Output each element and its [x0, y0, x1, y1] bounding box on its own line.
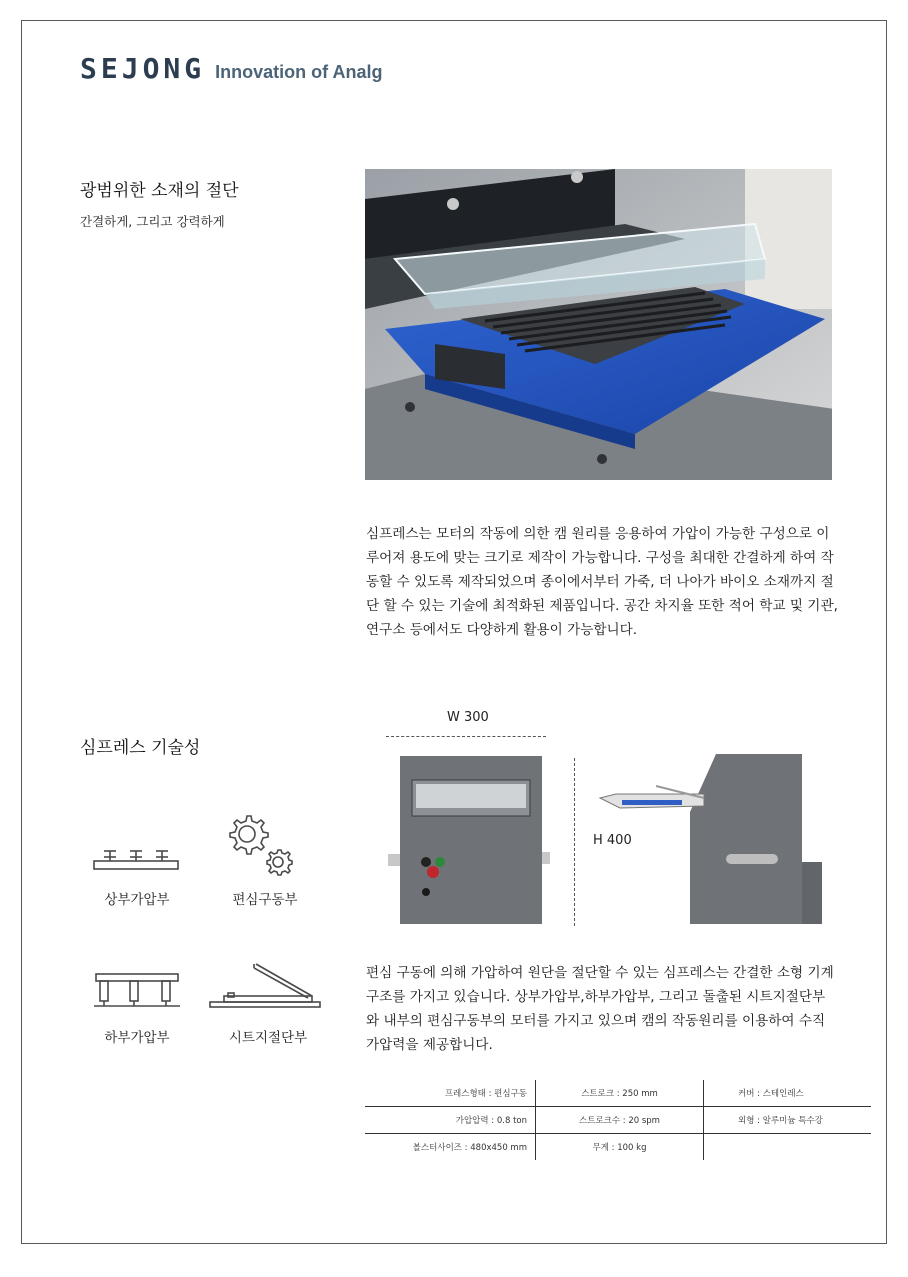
spec-cell	[703, 1134, 871, 1160]
upper-press-label: 상부가압부	[104, 892, 170, 908]
lower-press-icon	[92, 970, 182, 1012]
section1-title: 광범위한 소재의 절단	[80, 181, 239, 201]
spec-cell: 스트로크수 : 20 spm	[535, 1107, 703, 1133]
gears-icon	[222, 812, 300, 878]
product-photo-illustration	[365, 169, 832, 480]
spec-cell: 커버 : 스테인레스	[703, 1080, 871, 1106]
section1-paragraph-line: 단 할 수 있는 기술에 최적화된 제품입니다. 공간 차지율 또한 적어 학교 및 기관,	[366, 598, 838, 614]
brand-tagline: Innovation of Analg	[215, 62, 383, 82]
section2-paragraph-line: 편심 구동에 의해 가압하여 원단을 절단할 수 있는 심프레스는 간결한 소형 기계	[366, 965, 834, 981]
section1-paragraph-line: 심프레스는 모터의 작동에 의한 캠 원리를 응용하여 가압이 가능한 구성으로 이	[366, 526, 830, 542]
width-dimension-line	[386, 736, 546, 737]
section1-paragraph	[366, 522, 856, 642]
lower-press-label: 하부가압부	[104, 1030, 170, 1046]
section2-title: 심프레스 기술성	[80, 738, 201, 758]
machine-side-view	[596, 754, 824, 926]
spec-cell: 가압압력 : 0.8 ton	[455, 1116, 527, 1126]
spec-table	[365, 1080, 871, 1160]
spec-row	[365, 1080, 871, 1106]
section2-paragraph-line: 구조를 가지고 있습니다. 상부가압부,하부가압부, 그리고 돌출된 시트지절단부	[366, 989, 826, 1005]
section1-paragraph-line: 루어져 용도에 맞는 크기로 제작이 가능합니다. 구성을 최대한 간결하게 하여 작	[366, 550, 834, 566]
height-dimension-line	[574, 758, 575, 926]
sheet-cutter-label: 시트지절단부	[228, 1030, 308, 1046]
section1-paragraph-line: 연구소 등에서도 다양하게 활용이 가능합니다.	[366, 622, 638, 638]
height-dimension-label: H 400	[593, 833, 632, 848]
section1-paragraph-line: 동할 수 있도록 제작되었으며 종이에서부터 가죽, 더 나아가 바이오 소재까지 절	[366, 574, 834, 590]
section2-paragraph	[366, 961, 871, 1057]
brand-logo	[80, 52, 382, 85]
spec-cell: 볼스터사이즈 : 480x450 mm	[412, 1143, 527, 1153]
spec-cell: 외형 : 알루미늄 특수강	[703, 1107, 871, 1133]
spec-row	[365, 1134, 871, 1160]
gears-label: 편심구동부	[232, 892, 298, 908]
sheet-cutter-icon	[208, 960, 322, 1010]
machine-front-view	[386, 756, 552, 926]
product-photo	[365, 169, 832, 480]
section2-paragraph-line: 가압력을 제공합니다.	[366, 1037, 493, 1053]
brand-mark: SEJONG	[80, 52, 206, 85]
width-dimension-label: W 300	[447, 710, 489, 725]
spec-cell: 스트로크 : 250 mm	[535, 1080, 703, 1106]
upper-press-icon	[92, 845, 182, 877]
spec-cell: 무게 : 100 kg	[535, 1134, 703, 1160]
spec-row	[365, 1107, 871, 1133]
section1-subtitle: 간결하게, 그리고 강력하게	[80, 214, 225, 229]
spec-cell: 프레스형태 : 편심구동	[444, 1089, 527, 1099]
section2-paragraph-line: 와 내부의 편심구동부의 모터를 가지고 있으며 캠의 작동원리를 이용하여 수직	[366, 1013, 826, 1029]
